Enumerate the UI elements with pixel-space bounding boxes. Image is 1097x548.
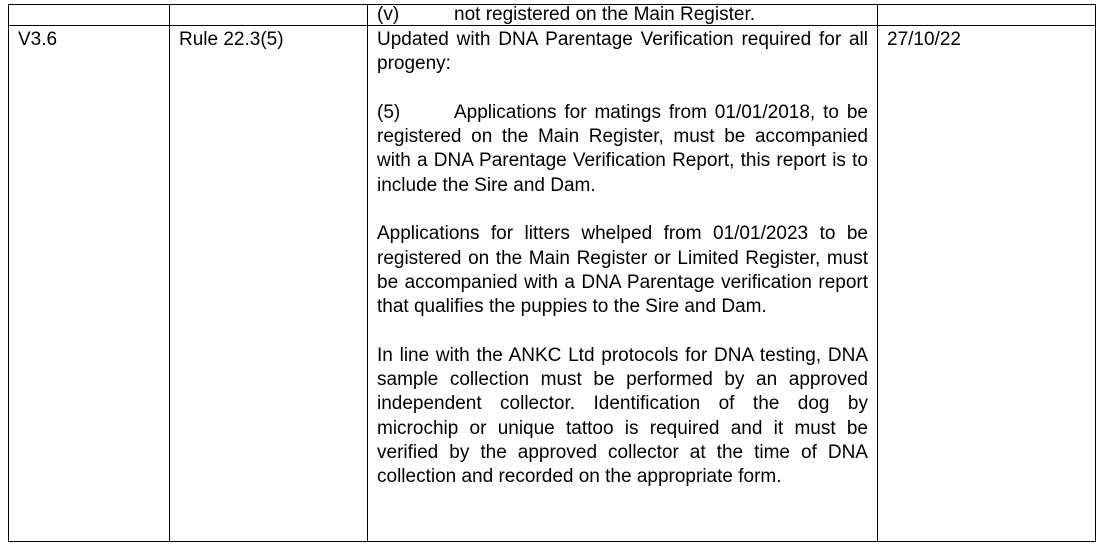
list-item-text: not registered on the Main Register. [454, 4, 756, 25]
subclause-paragraph [377, 101, 868, 198]
description-cell [368, 5, 878, 26]
rule-cell [170, 5, 368, 26]
date-cell [878, 5, 1096, 26]
subclause-text: Applications for matings from 01/01/2018, to be registered on the Main Register, must be accompanied with a DNA Parentage Verification Report, this report is to include the Sire and Dam. [377, 101, 868, 196]
table-row [9, 5, 1096, 26]
subclause-marker: (5) [377, 101, 401, 123]
version-cell: V3.6 [9, 26, 170, 542]
protocol-paragraph: In line with the ANKC Ltd protocols for DNA testing, DNA sample collection must be performed by an approved independent collector. Identification of the dog by microchip or unique tattoo is required and it must be verified by the approved collector at the time of DNA collection and recorded on the appropriate form. [377, 344, 868, 488]
litters-paragraph: Applications for litters whelped from 01/01/2023 to be registered on the Main Register or Limited Register, must be accompanied with a DNA Parentage verification report that qualifies the puppies to the Sire and Dam. [377, 223, 868, 318]
revision-table [8, 4, 1096, 542]
version-cell [9, 5, 170, 26]
description-cell [368, 26, 878, 542]
date-cell: 27/10/22 [878, 26, 1096, 542]
intro-paragraph: Updated with DNA Parentage Verification required for all progeny: [377, 29, 868, 75]
rule-cell: Rule 22.3(5) [170, 26, 368, 542]
list-marker: (v) [377, 4, 400, 25]
table-row [9, 26, 1096, 542]
